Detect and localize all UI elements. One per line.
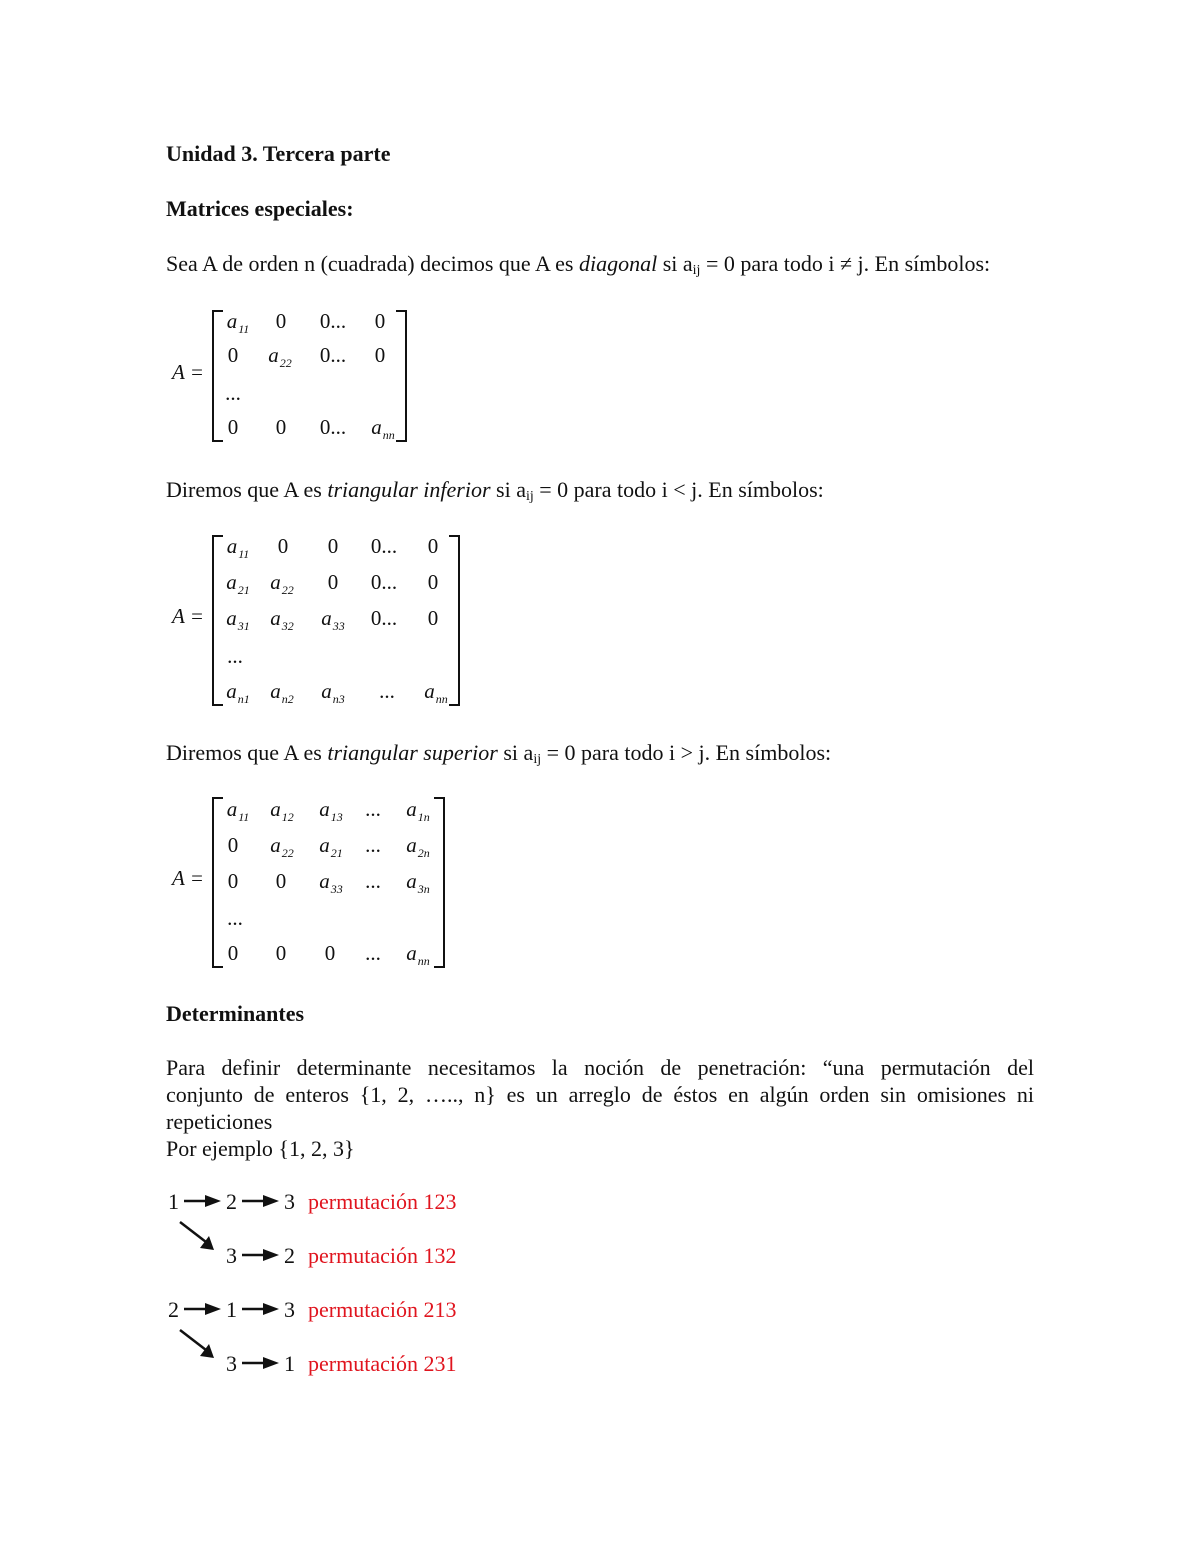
matrix-entry: 0... — [370, 534, 398, 558]
matrix-entry: $a_{nn}$ — [371, 415, 395, 442]
matrix-entry: ... — [225, 381, 241, 405]
matrix-entry: $a_{nn}$ — [424, 679, 448, 706]
term-triangular-superior: triangular superior — [327, 740, 498, 765]
matrix-bracket-right — [434, 797, 445, 968]
example-set: Por ejemplo {1, 2, 3} — [166, 1136, 355, 1161]
perm-digit: 1 — [284, 1351, 295, 1376]
matrix-entry: 0 — [227, 869, 239, 893]
matrix-entry: $a_{11}$ — [226, 534, 250, 561]
matrix-entry: 0 — [277, 534, 289, 558]
perm-digit: 2 — [226, 1189, 237, 1214]
matrix-entry: 0 — [427, 606, 439, 630]
matrix-bracket-left — [212, 535, 223, 706]
matrix-entry: $a_{33}$ — [319, 869, 343, 896]
perm-digit: 3 — [226, 1243, 237, 1268]
lower-triangular-definition: Diremos que A es triangular inferior si aij = 0 para todo i < j. En símbolos: — [166, 477, 824, 504]
section-heading-special-matrices: Matrices especiales: — [166, 196, 354, 221]
matrix-entry: $a_{11}$ — [226, 797, 250, 824]
matrix-entry: 0 — [427, 534, 439, 558]
unit-title: Unidad 3. Tercera parte — [166, 141, 391, 166]
right-arrow-icon — [183, 1301, 223, 1317]
matrix-entry: $a_{n2}$ — [270, 679, 294, 706]
matrix-entry: ... — [365, 797, 381, 821]
matrix-entry: 0 — [327, 570, 339, 594]
matrix-entry: $a_{n1}$ — [226, 679, 250, 706]
matrix-entry: $a_{22}$ — [270, 833, 294, 860]
matrix-entry: 0 — [227, 833, 239, 857]
matrix-bracket-left — [212, 310, 223, 442]
permutation-label: permutación 132 — [308, 1243, 457, 1268]
perm-digit: 3 — [284, 1189, 295, 1214]
section-heading-determinants: Determinantes — [166, 1001, 305, 1026]
matrix-entry: $a_{22}$ — [268, 343, 292, 370]
right-arrow-icon — [183, 1193, 223, 1209]
matrix-entry: $a_{21}$ — [226, 570, 250, 597]
matrix-label-lower: A = — [172, 604, 204, 628]
matrix-entry: 0 — [324, 941, 336, 965]
matrix-entry: $a_{13}$ — [319, 797, 343, 824]
matrix-entry: 0 — [327, 534, 339, 558]
matrix-entry: 0 — [275, 941, 287, 965]
matrix-entry: $a_{3n}$ — [406, 869, 430, 896]
matrix-entry: 0... — [370, 606, 398, 630]
matrix-entry: 0 — [227, 941, 239, 965]
permutation-label: permutación 231 — [308, 1351, 457, 1376]
right-arrow-icon — [241, 1301, 281, 1317]
matrix-entry: $a_{nn}$ — [406, 941, 430, 968]
matrix-bracket-right — [449, 535, 460, 706]
matrix-bracket-right — [396, 310, 407, 442]
diagonal-arrow-icon — [178, 1328, 218, 1360]
matrix-entry: 0... — [319, 343, 347, 367]
diagonal-arrow-icon — [178, 1220, 218, 1252]
right-arrow-icon — [241, 1355, 281, 1371]
matrix-entry: 0 — [374, 343, 386, 367]
matrix-entry: ... — [365, 833, 381, 857]
matrix-entry: $a_{11}$ — [226, 309, 250, 336]
matrix-entry: $a_{33}$ — [321, 606, 345, 633]
matrix-entry: $a_{21}$ — [319, 833, 343, 860]
matrix-entry: $a_{1n}$ — [406, 797, 430, 824]
determinant-paragraph-line: Para definir determinante necesitamos la noción de penetración: “una permutación del — [166, 1055, 1034, 1080]
matrix-entry: $a_{22}$ — [270, 570, 294, 597]
term-diagonal: diagonal — [578, 251, 658, 276]
matrix-entry: $a_{31}$ — [226, 606, 250, 633]
matrix-entry: 0... — [319, 415, 347, 439]
matrix-entry: ... — [227, 644, 243, 668]
matrix-entry: $a_{n3}$ — [321, 679, 345, 706]
perm-digit: 1 — [168, 1189, 179, 1214]
matrix-entry: 0 — [275, 415, 287, 439]
matrix-entry: 0 — [275, 309, 287, 333]
perm-digit: 3 — [226, 1351, 237, 1376]
matrix-entry: 0... — [319, 309, 347, 333]
matrix-entry: 0 — [427, 570, 439, 594]
matrix-label-diagonal: A = — [172, 360, 204, 384]
matrix-entry: 0 — [227, 415, 239, 439]
perm-digit: 2 — [284, 1243, 295, 1268]
diagonal-definition: Sea A de orden n (cuadrada) decimos que A es diagonal si aij = 0 para todo i ≠ j. En símbolos: — [166, 251, 991, 278]
right-arrow-icon — [241, 1193, 281, 1209]
permutation-label: permutación 213 — [308, 1297, 457, 1322]
determinant-paragraph-line: conjunto de enteros {1, 2, ….., n} es un arreglo de éstos en algún orden sin omisiones ni — [166, 1082, 1034, 1107]
upper-triangular-definition: Diremos que A es triangular superior si aij = 0 para todo i > j. En símbolos: — [166, 740, 832, 767]
matrix-entry: ... — [365, 869, 381, 893]
perm-digit: 3 — [284, 1297, 295, 1322]
matrix-entry: $a_{32}$ — [270, 606, 294, 633]
determinant-paragraph-line: repeticiones — [166, 1109, 273, 1134]
matrix-entry: 0 — [227, 343, 239, 367]
perm-digit: 1 — [226, 1297, 237, 1322]
matrix-entry: 0 — [374, 309, 386, 333]
matrix-entry: 0 — [275, 869, 287, 893]
matrix-entry: 0... — [370, 570, 398, 594]
right-arrow-icon — [241, 1247, 281, 1263]
matrix-entry: $a_{2n}$ — [406, 833, 430, 860]
matrix-bracket-left — [212, 797, 223, 968]
matrix-entry: ... — [365, 941, 381, 965]
perm-digit: 2 — [168, 1297, 179, 1322]
matrix-entry: ... — [379, 679, 395, 703]
matrix-entry: ... — [227, 906, 243, 930]
matrix-entry: $a_{12}$ — [270, 797, 294, 824]
permutation-label: permutación 123 — [308, 1189, 457, 1214]
matrix-label-upper: A = — [172, 866, 204, 890]
term-triangular-inferior: triangular inferior — [327, 477, 491, 502]
